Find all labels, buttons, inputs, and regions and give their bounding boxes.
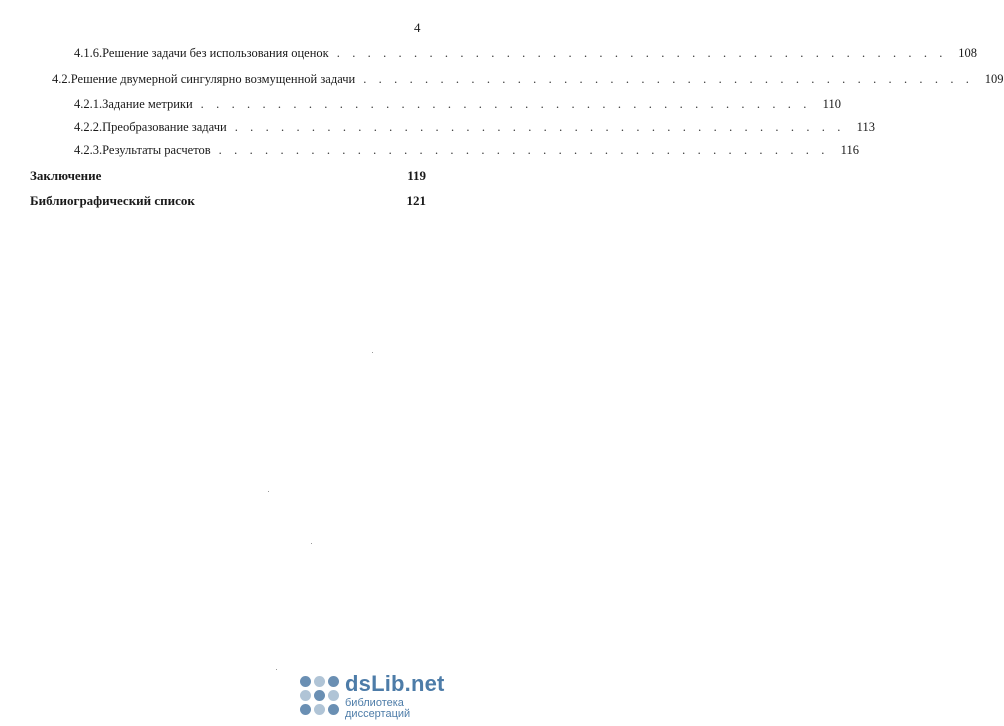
toc-dot-leader: . . . . . . . . . . . . . . . . . . . . . . . . . . . . . . . . . . . . . . . . — [336, 46, 948, 60]
page-number: 4 — [414, 20, 421, 35]
toc-dot-leader: . . . . . . . . . . . . . . . . . . . . . . . . . . . . . . . . . . . . . . . . — [200, 97, 811, 111]
watermark-subtitle: библиотека диссертаций — [345, 696, 411, 720]
toc-dot-leader: . . . . . . . . . . . . . . . . . . . . . . . . . . . . . . . . . . . . . . . . — [218, 143, 829, 157]
toc-entry-title: Преобразование задачи — [102, 120, 227, 134]
toc-entry-title: Заключение — [30, 168, 102, 183]
toc-dot-leader: . . . . . . . . . . . . . . . . . . . . . . . . . . . . . . . . . . . . . . . . — [234, 120, 845, 134]
scan-speck — [311, 543, 312, 544]
toc-entry-number: 4.1.6. — [74, 46, 103, 60]
toc-entry-title: Решение задачи без использования оценок — [102, 46, 329, 60]
toc-entry-page: 119 — [407, 168, 426, 183]
scan-speck — [276, 669, 277, 670]
toc-chapter-entry[interactable] — [30, 168, 426, 184]
toc-entry-number: 4.2.3. — [74, 143, 103, 157]
toc-entry[interactable] — [74, 143, 859, 158]
toc-entry-number: 4.2.2. — [74, 120, 103, 134]
toc-entry-page: 110 — [822, 97, 841, 111]
dslib-watermark — [300, 672, 446, 720]
toc-chapter-entry[interactable] — [30, 193, 426, 209]
toc-entry[interactable] — [74, 120, 875, 135]
dslib-logo-icon — [300, 676, 340, 716]
watermark-brand: dsLib.net — [345, 670, 445, 696]
toc-entry[interactable] — [74, 46, 978, 61]
toc-entry-number: 4.2. — [52, 72, 71, 86]
toc-entry-page: 108 — [958, 46, 978, 60]
toc-entry-title: Решение двумерной сингулярно возмущенной задачи — [70, 72, 356, 86]
toc-entry-page: 116 — [840, 143, 859, 157]
scan-speck — [268, 491, 269, 492]
toc-dot-leader: . . . . . . . . . . . . . . . . . . . . . . . . . . . . . . . . . . . . . . . . — [363, 72, 974, 86]
toc-entry[interactable] — [74, 97, 841, 112]
toc-entry-number: 4.2.1. — [74, 97, 103, 111]
toc-entry-title: Задание метрики — [102, 97, 193, 111]
toc-entry-title: Библиографический список — [30, 193, 195, 208]
toc-entry-page: 109 — [984, 72, 1004, 86]
scan-speck — [372, 352, 373, 353]
toc-entry-title: Результаты расчетов — [102, 143, 211, 157]
toc-entry-page: 113 — [856, 120, 875, 134]
toc-entry-page: 121 — [406, 193, 426, 208]
toc-entry[interactable] — [52, 72, 1004, 87]
